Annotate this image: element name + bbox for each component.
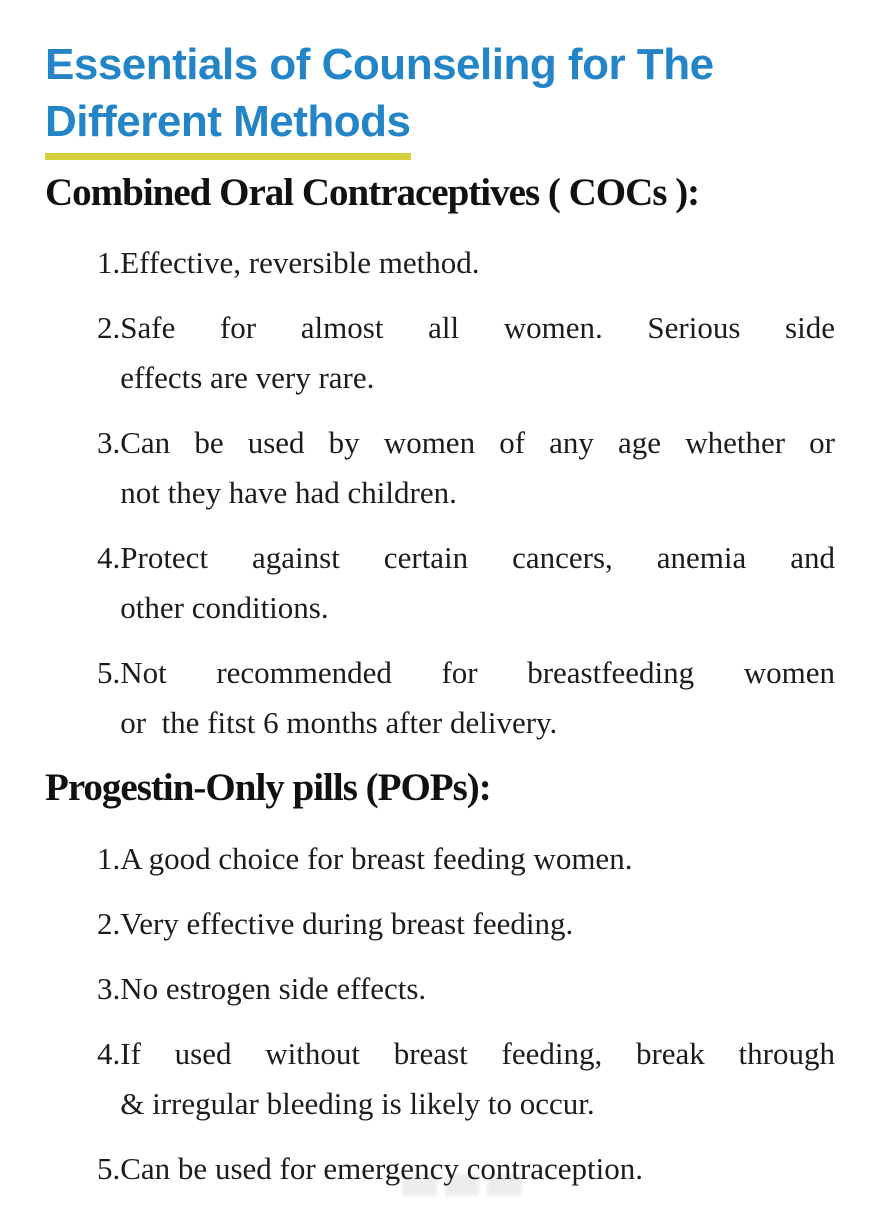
item-text-line: A good choice for breast feeding women. (120, 841, 633, 876)
item-number: 4. (97, 1036, 121, 1071)
item-text (120, 303, 835, 403)
page-content (0, 36, 878, 1194)
item-text (120, 648, 835, 748)
item-text (120, 834, 835, 884)
item-number: 4. (97, 540, 121, 575)
item-text-line: Very effective during breast feeding. (120, 906, 574, 941)
item-text (120, 533, 835, 633)
item-text (120, 964, 835, 1014)
item-text-line: other conditions. (120, 590, 329, 625)
item-number: 1. (97, 841, 121, 876)
list-item (97, 964, 835, 1014)
item-number: 5. (97, 1151, 121, 1186)
cocs-list (45, 238, 835, 748)
list-item (97, 1144, 835, 1194)
item-text-line: or the fitst 6 months after delivery. (120, 705, 558, 740)
item-text-line: effects are very rare. (120, 360, 375, 395)
item-text (120, 418, 835, 518)
item-text-line: If used without breast feeding, break through (120, 1036, 835, 1071)
list-item (97, 899, 835, 949)
page-title-line-1: Essentials of Counseling for The (45, 40, 714, 89)
item-text-line: Not recommended for breastfeeding women (120, 655, 835, 690)
item-text (120, 1144, 835, 1194)
item-number: 3. (97, 971, 121, 1006)
item-number: 2. (97, 906, 121, 941)
list-item (97, 238, 835, 288)
item-text-line: not they have had children. (120, 475, 457, 510)
page-title (45, 36, 835, 160)
item-text-line: Effective, reversible method. (120, 245, 480, 280)
item-text-line: Protect against certain cancers, anemia and (120, 540, 835, 575)
list-item (97, 533, 835, 633)
item-text-line: Can be used for emergency contraception. (120, 1151, 644, 1186)
item-text (120, 899, 835, 949)
item-number: 2. (97, 310, 121, 345)
item-text (120, 1029, 835, 1129)
item-number: 1. (97, 245, 121, 280)
pops-list (45, 834, 835, 1194)
section-heading-cocs: Combined Oral Contraceptives ( COCs ): (45, 171, 700, 214)
page-title-line-2: Different Methods (45, 93, 411, 160)
item-text-line: Can be used by women of any age whether or (120, 425, 835, 460)
item-text (120, 238, 835, 288)
item-number: 5. (97, 655, 121, 690)
section-heading-pops: Progestin-Only pills (POPs): (45, 766, 491, 809)
list-item (97, 648, 835, 748)
item-text-line: Safe for almost all women. Serious side (120, 310, 835, 345)
item-text-line: No estrogen side effects. (120, 971, 427, 1006)
list-item (97, 303, 835, 403)
list-item (97, 418, 835, 518)
list-item (97, 834, 835, 884)
item-number: 3. (97, 425, 121, 460)
list-item (97, 1029, 835, 1129)
item-text-line: & irregular bleeding is likely to occur. (120, 1086, 595, 1121)
